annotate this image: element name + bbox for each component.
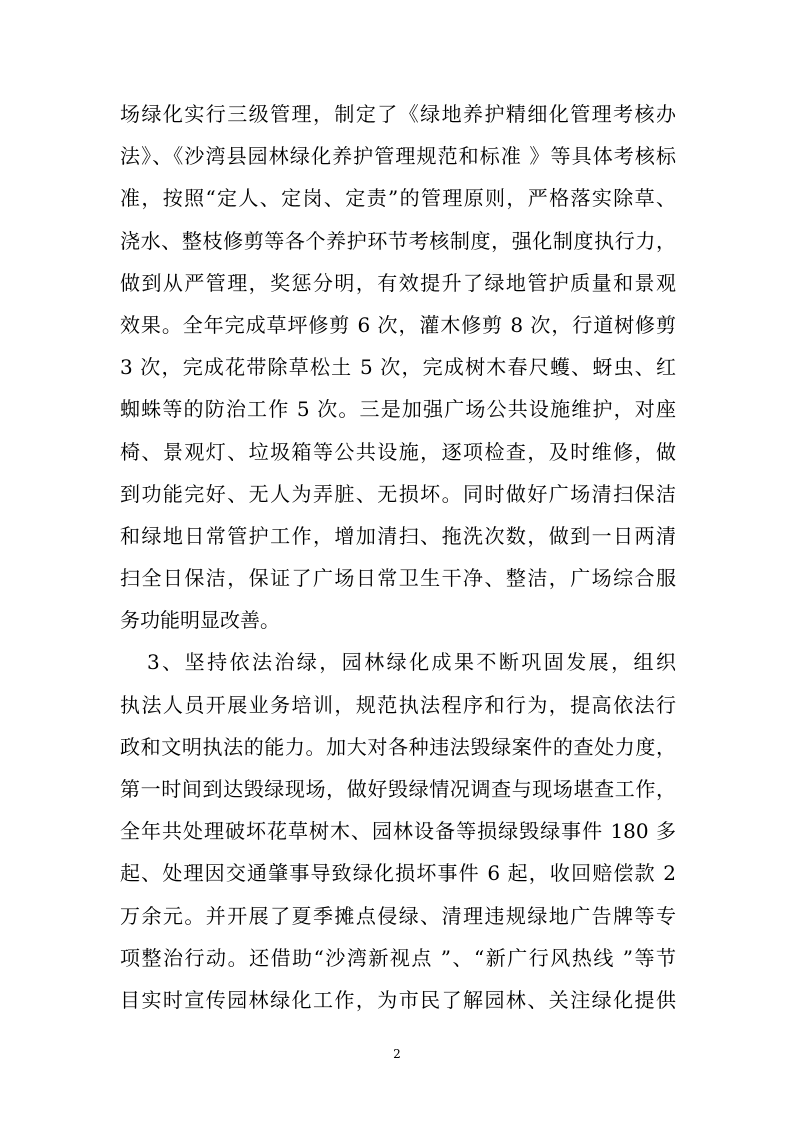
text-line: 起、处理因交通肇事导致绿化损坏事件 6 起，收回赔偿款 2 xyxy=(120,861,676,886)
text-line: 椅、景观灯、垃圾箱等公共设施，逐项检查，及时维修，做 xyxy=(120,439,676,464)
text-line: 到功能完好、无人为弄脏、无损坏。同时做好广场清扫保洁 xyxy=(120,481,676,506)
text-line: 和绿地日常管护工作，增加清扫、拖洗次数，做到一日两清 xyxy=(120,523,676,548)
text-line: 浇水、整枝修剪等各个养护环节考核制度，强化制度执行力， xyxy=(120,228,676,253)
text-line: 做到从严管理，奖惩分明，有效提升了绿地管护质量和景观 xyxy=(120,270,676,295)
text-line: 3 次，完成花带除草松土 5 次，完成树木春尺蠖、蚜虫、红 xyxy=(120,355,676,380)
text-line: 场绿化实行三级管理，制定了《绿地养护精细化管理考核办 xyxy=(120,102,676,126)
paragraph-last-line: 务功能明显改善。 xyxy=(120,608,280,633)
page-number: 2 xyxy=(393,1047,401,1061)
text-line: 执法人员开展业务培训，规范执法程序和行为，提高依法行 xyxy=(120,692,676,717)
text-line: 蜘蛛等的防治工作 5 次。三是加强广场公共设施维护，对座 xyxy=(120,397,676,422)
text-line: 法》、《沙湾县园林绿化养护管理规范和标准 》等具体考核标 xyxy=(120,144,676,169)
text-line: 万余元。并开展了夏季摊点侵绿、清理违规绿地广告牌等专 xyxy=(120,903,676,928)
text-line: 扫全日保洁，保证了广场日常卫生干净、整洁，广场综合服 xyxy=(120,566,676,591)
text-line: 政和文明执法的能力。加大对各种违法毁绿案件的查处力度， xyxy=(120,734,676,759)
text-line: 项整治行动。还借助“沙湾新视点 ”、“新广行风热线 ”等节 xyxy=(120,945,676,970)
text-line: 全年共处理破坏花草树木、园林设备等损绿毁绿事件 180 多 xyxy=(120,819,676,844)
text-line: 目实时宣传园林绿化工作，为市民了解园林、关注绿化提供 xyxy=(120,987,676,1012)
text-line: 第一时间到达毁绿现场，做好毁绿情况调查与现场堪查工作， xyxy=(120,777,676,801)
text-line: 效果。全年完成草坪修剪 6 次，灌木修剪 8 次，行道树修剪 xyxy=(120,312,676,337)
paragraph-first-line: 3、坚持依法治绿，园林绿化成果不断巩固发展，组织 xyxy=(147,650,676,675)
body-text xyxy=(120,93,676,1021)
text-line: 准，按照“定人、定岗、定责”的管理原则，严格落实除草、 xyxy=(120,186,676,211)
